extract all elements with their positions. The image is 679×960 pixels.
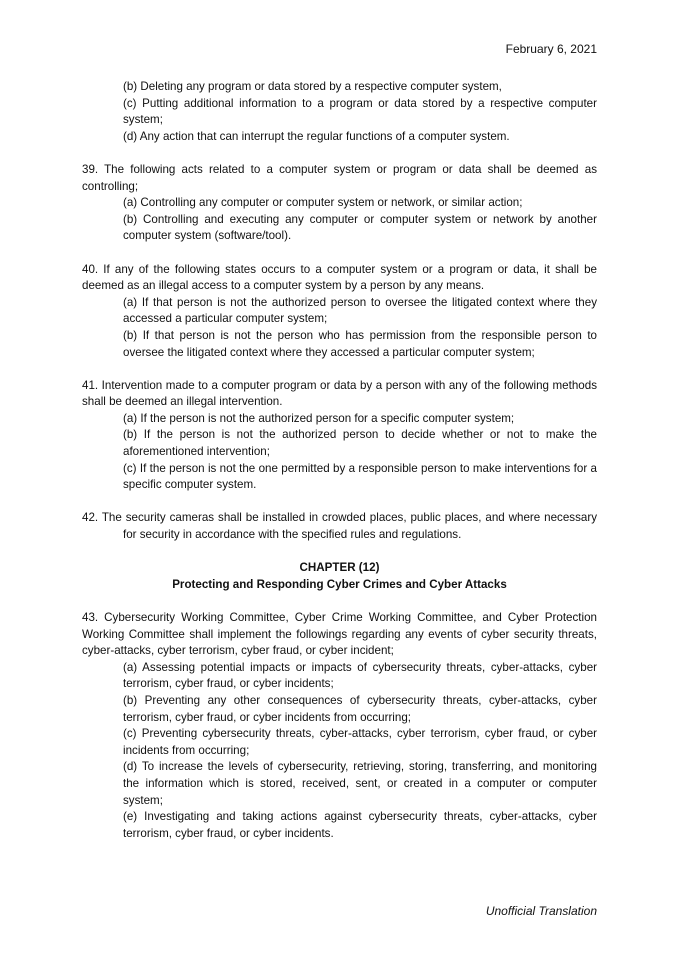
list-item: (b) Deleting any program or data stored by a respective computer system, (123, 80, 502, 93)
list-item: (b) If that person is not the person who has permission from the responsible person to oversee the litigated context where they accessed a particular computer system; (123, 328, 597, 359)
section-41-text: 41. Intervention made to a computer program or data by a person with any of the following methods shall be deemed an illegal intervention. (82, 378, 597, 409)
list-item: (a) Controlling any computer or computer system or network, or similar action; (123, 196, 523, 210)
document-date: February 6, 2021 (505, 42, 597, 56)
list-item: (b) Preventing any other consequences of cybersecurity threats, cyber-attacks, cyber terrorism, cyber fraud, or cyber incidents from occurring; (123, 693, 597, 724)
section-40-text: 40. If any of the following states occurs to a computer system or a program or data, it shall be deemed as an illegal access to a computer system by a person by any means. (82, 262, 597, 293)
list-item: (a) Assessing potential impacts or impacts of cybersecurity threats, cyber-attacks, cyber terrorism, cyber fraud, or cyber incidents; (123, 660, 597, 691)
chapter-title: Protecting and Responding Cyber Crimes and Cyber Attacks (172, 577, 507, 591)
chapter-number: CHAPTER (12) (299, 561, 380, 575)
list-item: (c) If the person is not the one permitted by a responsible person to make interventions for a specific computer system. (123, 461, 597, 492)
document-body (82, 79, 597, 842)
translation-note: Unofficial Translation (485, 904, 597, 918)
section-42-text: 42. The security cameras shall be installed in crowded places, public places, and where necessary for security in accordance with the specified rules and regulations. (82, 511, 597, 542)
list-item: (b) Controlling and executing any computer or computer system or network by another computer system (software/tool). (123, 212, 597, 243)
list-item: (a) If the person is not the authorized person for a specific computer system; (123, 411, 515, 425)
list-item: (c) Preventing cybersecurity threats, cyber-attacks, cyber terrorism, cyber fraud, or cyber incidents from occurring; (123, 727, 597, 757)
list-item: (a) If that person is not the authorized person to oversee the litigated context where they accessed a particular computer system; (123, 295, 597, 326)
list-item: (c) Putting additional information to a program or data stored by a respective computer system; (123, 96, 597, 127)
list-item: (d) Any action that can interrupt the regular functions of a computer system. (123, 129, 510, 143)
list-item: (b) If the person is not the authorized person to decide whether or not to make the aforementioned intervention; (123, 428, 597, 459)
list-item: (e) Investigating and taking actions against cybersecurity threats, cyber-attacks, cyber terrorism, cyber fraud, or cyber incidents. (123, 810, 597, 840)
section-43-text: 43. Cybersecurity Working Committee, Cyber Crime Working Committee, and Cyber Protection Working Committee shall implement the followings regarding any events of cyber security threats, cyber-attacks, cyber terrorism, cyber fraud, or cyber incident; (82, 611, 597, 658)
section-39-text: 39. The following acts related to a computer system or program or data shall be deemed as controlling; (82, 162, 597, 193)
list-item: (d) To increase the levels of cybersecurity, retrieving, storing, transferring, and monitoring the information which is stored, received, sent, or created in a computer or computer system; (123, 760, 597, 807)
